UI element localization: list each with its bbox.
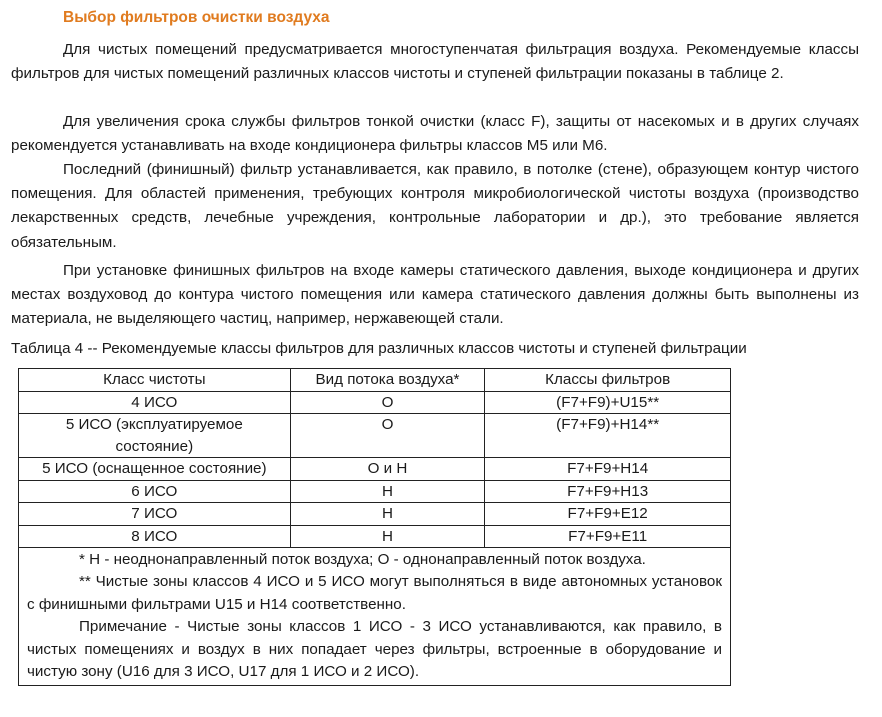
paragraph: Для увеличения срока службы фильтров тонкой очистки (класс F), защиты от насекомых и в других случаях рекомендуется устанавливать на входе кондиционера фильтры классов М5 или М6. [11,113,859,155]
cell-airflow-type: О и Н [290,458,485,481]
table-header-row [19,369,731,392]
cell-airflow-type: Н [290,480,485,503]
table-caption: Таблица 4 -- Рекомендуемые классы фильтров для различных классов чистоты и ступеней фильтрации [11,340,747,357]
table-notes [19,548,731,686]
footnote-airflow: * Н - неоднонаправленный поток воздуха; О - однонаправленный поток воздуха. [79,551,646,568]
table-row [19,391,731,414]
table-row [19,525,731,548]
header-cleanliness-class: Класс чистоты [19,369,291,392]
cell-airflow-type: Н [290,503,485,526]
cell-filter-classes: F7+F9+E12 [485,503,731,526]
paragraph: Последний (финишный) фильтр устанавливается, как правило, в потолке (стене), образующем контур чистого помещения. Для областей применения, требующих контроля микробиологической чистоты воздуха (производство лекарственных средств, лечебные учреждения, контрольные лаборатории и др.), это требование является обязательным. [11,161,859,251]
cell-filter-classes: (F7+F9)+H14** [485,414,731,458]
cell-cleanliness-class: 8 ИСО [19,525,291,548]
cell-airflow-type: О [290,391,485,414]
table-notes-row [19,548,731,686]
cell-cleanliness-class: 5 ИСО (оснащенное состояние) [19,458,291,481]
paragraph: Для чистых помещений предусматривается многоступенчатая фильтрация воздуха. Рекомендуемые классы фильтров для чистых помещений различных классов чистоты и ступеней фильтрации показаны в таблице 2. [11,41,859,83]
cell-filter-classes: (F7+F9)+U15** [485,391,731,414]
table-row [19,480,731,503]
cell-cleanliness-class: 6 ИСО [19,480,291,503]
cell-cleanliness-class: 7 ИСО [19,503,291,526]
section-heading: Выбор фильтров очистки воздуха [63,9,330,26]
table-row [19,414,731,458]
cell-airflow-type: Н [290,525,485,548]
cell-cleanliness-class: 5 ИСО (эксплуатируемое состояние) [19,414,291,458]
cell-filter-classes: F7+F9+H14 [485,458,731,481]
filter-classes-table [18,368,731,686]
cell-cleanliness-class: 4 ИСО [19,391,291,414]
header-airflow-type: Вид потока воздуха* [290,369,485,392]
cell-airflow-type: О [290,414,485,458]
header-filter-classes: Классы фильтров [485,369,731,392]
table-row [19,458,731,481]
paragraph: При установке финишных фильтров на входе камеры статического давления, выходе кондиционера и других местах воздуховод до контура чистого помещения или камера статического давления должны быть выполнены из материала, не выделяющего частиц, например, нержавеющей стали. [11,262,859,328]
cell-filter-classes: F7+F9+E11 [485,525,731,548]
cell-filter-classes: F7+F9+H13 [485,480,731,503]
footnote-autonomous-units: ** Чистые зоны классов 4 ИСО и 5 ИСО могут выполняться в виде автономных установок с финишными фильтрами U15 и H14 соответственно. [27,573,722,613]
table-remark: Примечание - Чистые зоны классов 1 ИСО - 3 ИСО устанавливаются, как правило, в чистых помещениях и воздух в них попадает через фильтры, встроенные в оборудование и чистую зону (U16 для 3 ИСО, U17 для 1 ИСО и 2 ИСО). [27,618,722,681]
table-row [19,503,731,526]
